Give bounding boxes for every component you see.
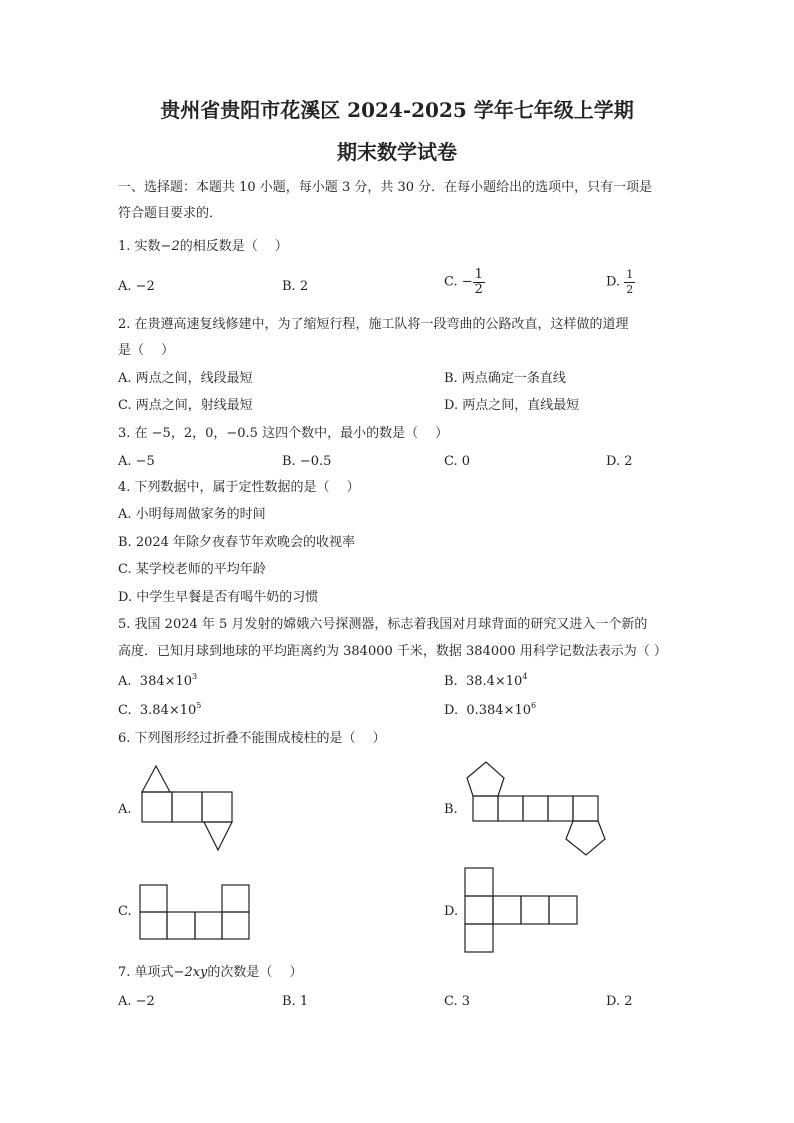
q5-d-exponent: 6 <box>531 701 537 710</box>
q5-a-base: 384×10 <box>139 674 193 689</box>
net-a-square-1 <box>142 792 172 822</box>
q1-option-b: B. 2 <box>282 279 309 294</box>
question-4-stem: 4. 下列数据中，属于定性数据的是（ ） <box>118 480 360 495</box>
q4-option-d: D. 中学生早餐是否有喝牛奶的习惯 <box>118 590 319 605</box>
q5-option-c <box>118 703 201 719</box>
question-5-stem-line2: 高度．已知月球到地球的平均距离约为 384000 千米，数据 384000 用科学记数法表示为（ ） <box>118 644 667 659</box>
net-b-bottom-pentagon <box>566 821 605 855</box>
q1-option-d-fraction <box>624 268 635 297</box>
q5-a-label: A. <box>118 674 132 689</box>
net-d-middle-square-4 <box>549 896 577 924</box>
question-2-stem-line1: 2. 在贵遵高速复线修建中，为了缩短行程，施工队将一段弯曲的公路改直，这样做的道理 <box>118 317 629 332</box>
q1-c-denominator: 2 <box>474 282 483 297</box>
q7-option-d: D. 2 <box>606 994 633 1009</box>
q1-option-d <box>606 268 635 297</box>
net-d-bottom-square <box>465 924 493 952</box>
q6-net-b-figure <box>462 754 612 860</box>
net-b-square-4 <box>548 796 573 821</box>
question-5-stem-line1: 5. 我国 2024 年 5 月发射的嫦娥六号探测器，标志着我国对月球背面的研究又进入一个新的 <box>118 617 648 632</box>
q4-option-c: C. 某学校老师的平均年龄 <box>118 562 266 577</box>
question-2-stem-line2: 是（ ） <box>118 343 175 358</box>
net-c-top-left-square <box>140 885 167 912</box>
section-instruction-line1: 一、选择题：本题共 10 小题，每小题 3 分，共 30 分．在每小题给出的选项中，只有一项是 <box>118 180 653 195</box>
q3-option-c: C. 0 <box>444 454 471 469</box>
net-d-middle-square-2 <box>493 896 521 924</box>
net-c-bottom-square-4 <box>222 912 249 939</box>
q1-option-c-label: C. − <box>444 274 473 290</box>
q5-option-a <box>118 674 197 690</box>
q6-net-c-figure <box>138 882 254 942</box>
net-a-square-2 <box>172 792 202 822</box>
q4-option-a: A. 小明每周做家务的时间 <box>118 507 266 522</box>
q6-net-a-figure <box>136 762 240 854</box>
q1-prefix: 1. 实数 <box>118 239 161 254</box>
q1-d-numerator: 1 <box>626 268 634 281</box>
q2-option-a: A. 两点之间，线段最短 <box>118 371 253 386</box>
net-b-square-5 <box>573 796 598 821</box>
q1-d-denominator: 2 <box>626 283 634 296</box>
q5-b-base: 38.4×10 <box>465 674 523 689</box>
q5-option-b <box>444 674 527 690</box>
q1-option-a: A. −2 <box>118 279 155 294</box>
q7-option-b: B. 1 <box>282 994 309 1009</box>
q5-d-label: D. <box>444 703 459 718</box>
net-b-square-2 <box>498 796 523 821</box>
q5-b-exponent: 4 <box>522 672 528 681</box>
q3-option-a: A. −5 <box>118 454 155 469</box>
q6-option-d-label: D. <box>444 904 459 919</box>
net-a-bottom-triangle <box>204 822 232 850</box>
q7-option-a: A. −2 <box>118 994 155 1009</box>
question-6-stem: 6. 下列图形经过折叠不能围成棱柱的是（ ） <box>118 731 386 746</box>
q1-math: −2 <box>160 239 180 254</box>
q6-option-a-label: A. <box>118 802 132 817</box>
q6-option-c-label: C. <box>118 904 132 919</box>
net-d-middle-square-1 <box>465 896 493 924</box>
q5-option-d <box>444 703 536 719</box>
q4-option-b: B. 2024 年除夕夜春节年欢晚会的收视率 <box>118 535 356 550</box>
net-b-square-1 <box>473 796 498 821</box>
net-c-bottom-square-3 <box>195 912 222 939</box>
q1-option-c <box>444 268 485 297</box>
q5-d-base: 0.384×10 <box>466 703 532 718</box>
q5-c-exponent: 5 <box>196 701 202 710</box>
q6-net-d-figure <box>462 866 584 956</box>
q7-suffix: 的次数是（ ） <box>207 965 303 980</box>
net-b-top-pentagon <box>467 762 504 796</box>
net-c-bottom-square-2 <box>167 912 195 939</box>
question-7-stem <box>118 965 303 981</box>
q2-option-b: B. 两点确定一条直线 <box>444 371 566 386</box>
exam-title-line2: 期末数学试卷 <box>337 140 457 164</box>
q5-a-exponent: 3 <box>192 672 198 681</box>
net-d-middle-square-3 <box>521 896 549 924</box>
q2-option-d: D. 两点之间，直线最短 <box>444 398 580 413</box>
net-d-top-square <box>465 868 493 896</box>
q3-option-d: D. 2 <box>606 454 633 469</box>
q5-b-label: B. <box>444 674 458 689</box>
q1-option-d-label: D. <box>606 274 621 290</box>
q1-suffix: 的相反数是（ ） <box>179 239 288 254</box>
net-a-square-3 <box>202 792 232 822</box>
q6-option-b-label: B. <box>444 802 458 817</box>
net-b-square-3 <box>523 796 548 821</box>
q5-c-label: C. <box>118 703 132 718</box>
q1-option-c-fraction <box>473 268 485 297</box>
question-3-stem: 3. 在 −5，2，0，−0.5 这四个数中，最小的数是（ ） <box>118 426 449 441</box>
q5-c-base: 3.84×10 <box>139 703 197 718</box>
q2-option-c: C. 两点之间，射线最短 <box>118 398 253 413</box>
q7-math: −2xy <box>173 965 208 980</box>
q7-prefix: 7. 单项式 <box>118 965 174 980</box>
section-instruction-line2: 符合题目要求的． <box>118 206 223 221</box>
q1-c-numerator: 1 <box>474 267 483 282</box>
net-a-top-triangle <box>142 766 170 792</box>
q3-option-b: B. −0.5 <box>282 454 332 469</box>
exam-title-line1: 贵州省贵阳市花溪区 2024-2025 学年七年级上学期 <box>160 98 634 122</box>
net-c-bottom-square-1 <box>140 912 167 939</box>
q7-option-c: C. 3 <box>444 994 471 1009</box>
net-c-top-right-square <box>222 885 249 912</box>
question-1-stem <box>118 239 288 255</box>
